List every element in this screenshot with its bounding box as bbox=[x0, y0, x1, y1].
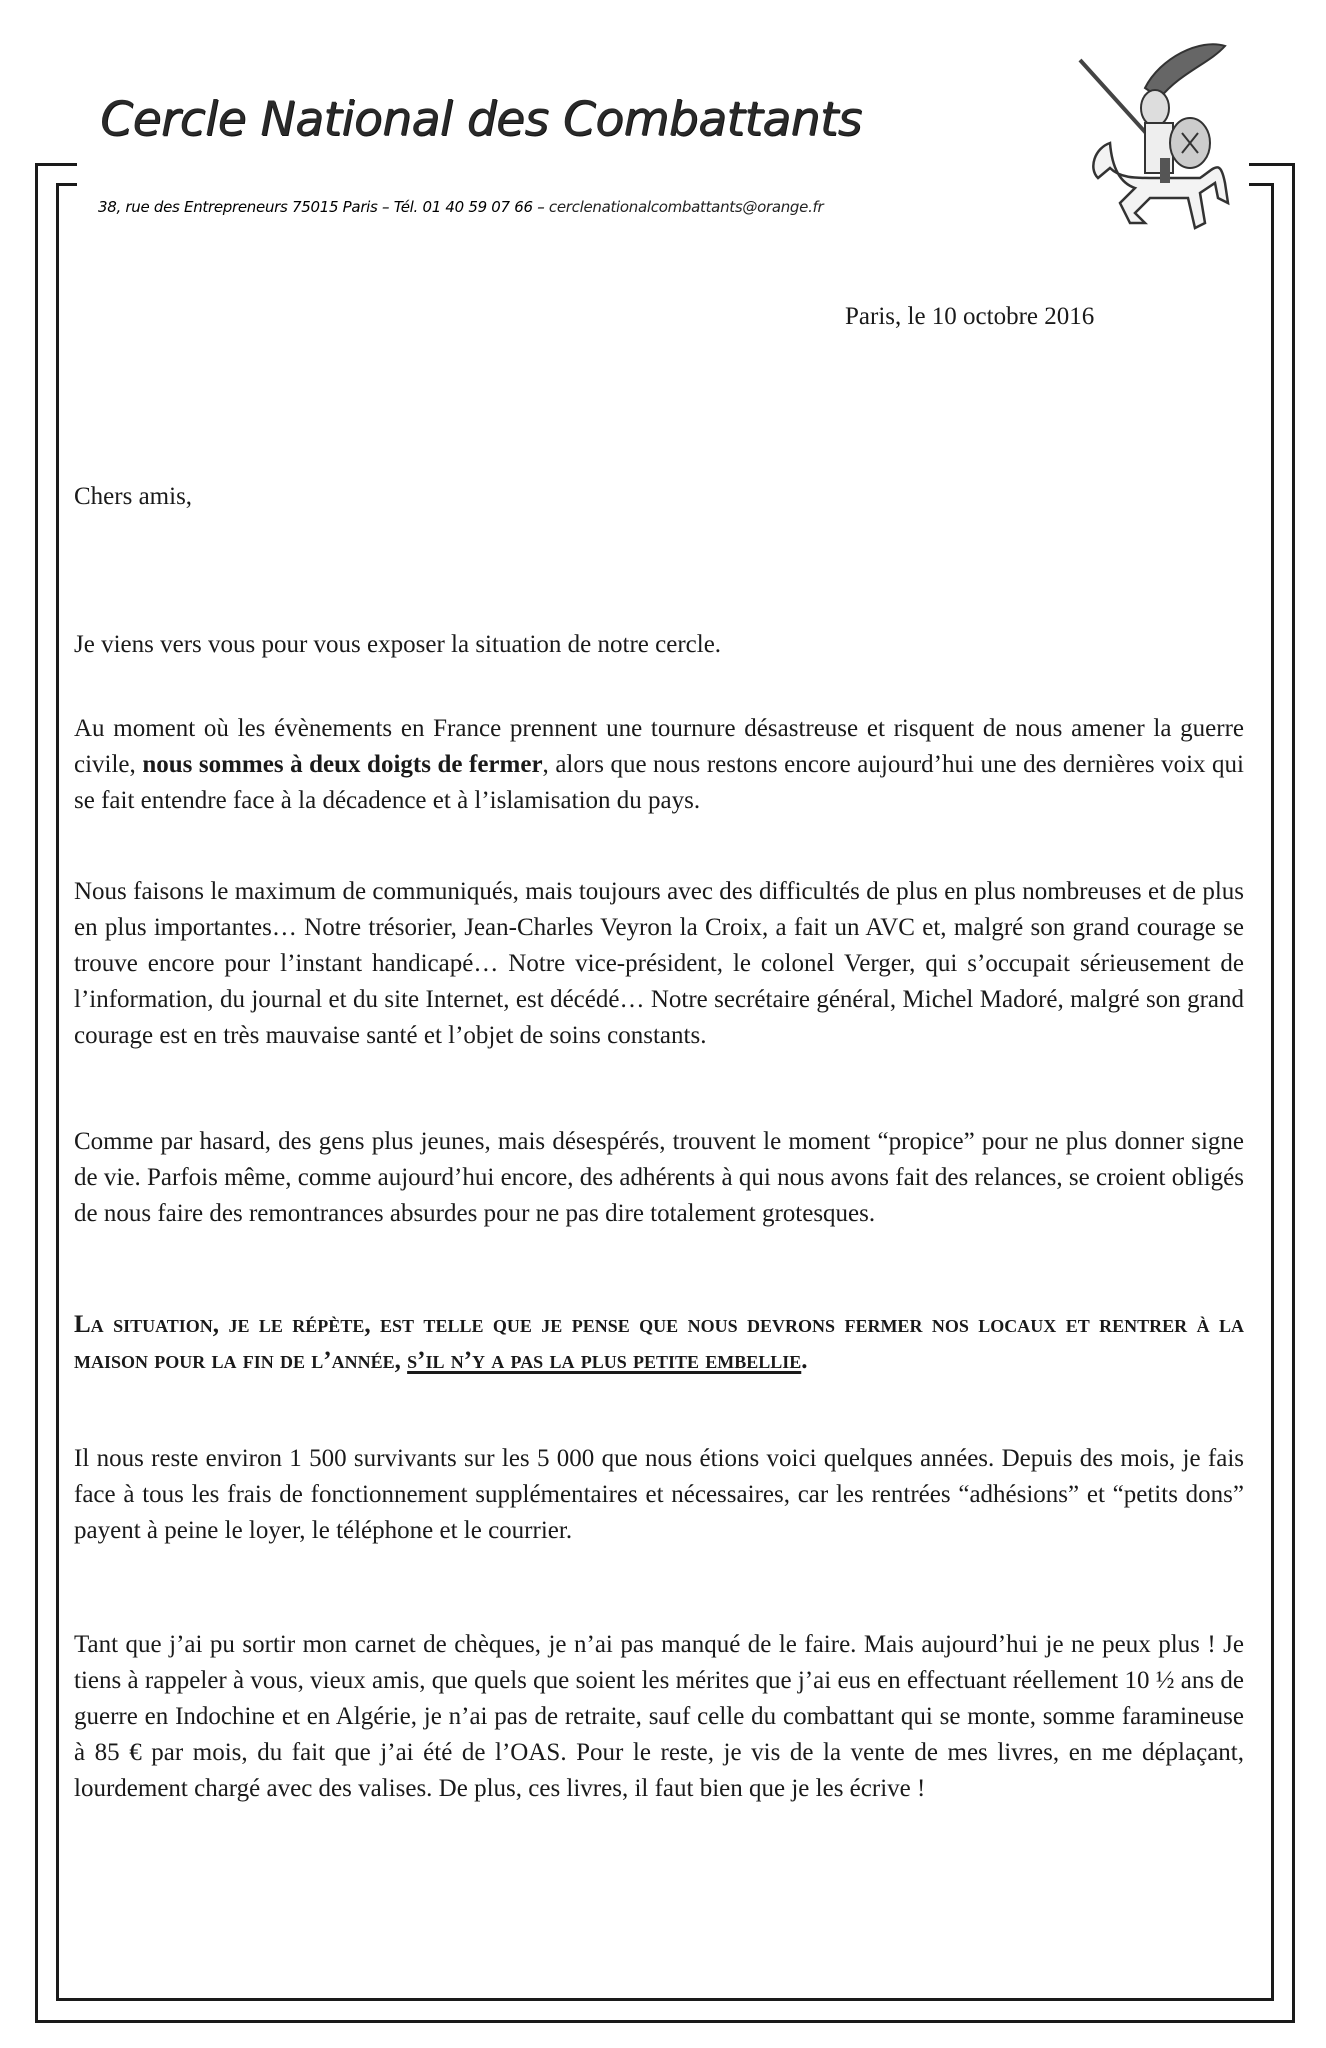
organization-address: 38, rue des Entrepreneurs 75015 Paris – Tél. 01 40 59 07 66 – bbox=[98, 198, 549, 216]
organization-email: cerclenationalcombattants@orange.fr bbox=[548, 198, 824, 216]
paragraph-text: La situation, je le répète, est telle que je pense que nous devrons fermer nos locaux et rentrer à la maison pour la fin de l’année, bbox=[74, 1311, 1244, 1374]
paragraph-warning bbox=[74, 1307, 1244, 1379]
inner-frame-top-right bbox=[1249, 183, 1274, 186]
letter-date: Paris, le 10 octobre 2016 bbox=[845, 303, 1095, 330]
paragraph-finances: Il nous reste environ 1 500 survivants sur les 5 000 que nous étions voici quelques années. Depuis des mois, je fais face à tous les frais de fonctionnement supplémentaires et nécessaires, car les rentrées “adhésions” et “petits dons” payent à peine le loyer, le téléphone et le courrier. bbox=[74, 1445, 1244, 1544]
paragraph-intro: Je viens vers vous pour vous exposer la situation de notre cercle. bbox=[74, 631, 722, 658]
paragraph-text: Au moment où les évènements en France prennent une tournure désastreuse et risquent de nous amener la guerre civile, bbox=[74, 715, 1244, 778]
outer-frame-top-right bbox=[1249, 163, 1295, 166]
salutation: Chers amis, bbox=[74, 483, 193, 510]
paragraph-situation bbox=[74, 711, 1244, 819]
paragraph-text: . bbox=[801, 1347, 808, 1374]
organization-name: Cercle National des Combattants bbox=[100, 92, 862, 147]
inner-frame-top-left bbox=[56, 183, 77, 186]
paragraph-text: , alors que nous restons encore aujourd’hui une des dernières voix qui se fait entendre face à la décadence et à l’islamisation du pays. bbox=[74, 751, 1244, 814]
emphasis-closing: nous sommes à deux doigts de fermer bbox=[142, 751, 543, 778]
emphasis-embellie: s’il n’y a pas la plus petite embellie bbox=[407, 1347, 802, 1374]
outer-frame-top-left bbox=[35, 163, 77, 166]
paragraph-difficulties: Nous faisons le maximum de communiqués, mais toujours avec des difficultés de plus en plus nombreuses et de plus en plus importantes… Notre trésorier, Jean-Charles Veyron la Croix, a fait un AVC et, malgré son grand courage se trouve encore pour l’instant handicapé… Notre vice-président, le colonel Verger, qui s’occupait sérieusement de l’information, du journal et du site Internet, est décédé… Notre secrétaire général, Michel Madoré, malgré son grand courage est en très mauvaise santé et l’objet de soins constants. bbox=[74, 878, 1244, 1049]
paragraph-members: Comme par hasard, des gens plus jeunes, mais désespérés, trouvent le moment “propice” pour ne plus donner signe de vie. Parfois même, comme aujourd’hui encore, des adhérents à qui nous avons fait des relances, se croient obligés de nous faire des remontrances absurdes pour ne pas dire totalement grotesques. bbox=[74, 1128, 1244, 1227]
paragraph-personal: Tant que j’ai pu sortir mon carnet de chèques, je n’ai pas manqué de le faire. Mais aujourd’hui je ne peux plus ! Je tiens à rappeler à vous, vieux amis, que quels que soient les mérites que j’ai eus en effectuant réellement 10 ½ ans de guerre en Indochine et en Algérie, je n’ai pas de retraite, sauf celle du combattant qui se monte, somme faramineuse à 85 € par mois, du fait que j’ai été de l’OAS. Pour le reste, je vis de la vente de mes livres, en me déplaçant, lourdement chargé avec des valises. De plus, ces livres, il faut bien que je les écrive ! bbox=[74, 1631, 1244, 1802]
